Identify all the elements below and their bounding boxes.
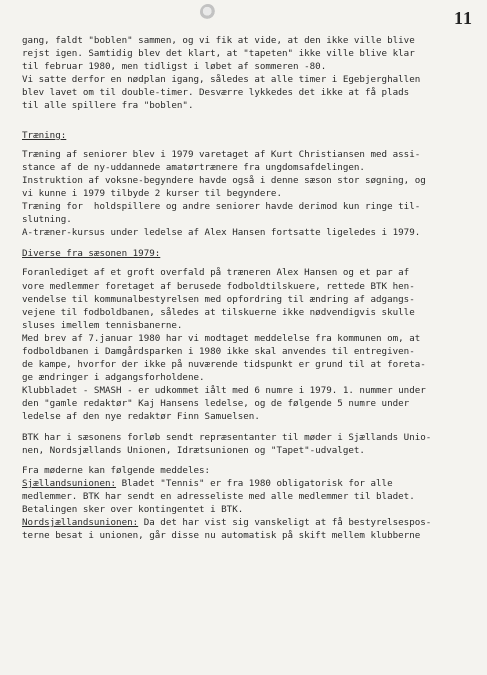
text-line: A-træner-kursus under ledelse af Alex Hansen fortsatte ligeledes i 1979. [22,227,421,239]
unions-section [22,464,472,543]
union-nordsjaelland-line [22,516,472,529]
text-line: vejene til fodboldbanen, således at tilskuerne ikke nødvendigvis skulle [22,306,415,318]
text-line: Træning for holdspillere og andre seniorer havde derimod kun ringe til- [22,201,421,213]
section-heading-misc: Diverse fra sæsonen 1979: [22,248,161,260]
section-heading-training: Træning: [22,129,67,141]
unions-intro: Fra møderne kan følgende meddeles: [22,464,211,476]
text-line: til alle spillere fra "boblen". [22,100,194,112]
text-line: den "gamle redaktør" Kaj Hansens ledelse, og de følgende 5 numre under [22,398,410,410]
misc-paragraph-2 [22,332,472,384]
text-line: vi kunne i 1979 tilbyde 2 kurser til begyndere. [22,187,282,199]
text-line: Betalingen sker over kontingentet i BTK. [22,504,244,515]
text-line: Med brev af 7.januar 1980 har vi modtaget meddelelse fra kommunen om, at [22,332,421,344]
text-line: gang, faldt "boblen" sammen, og vi fik at vide, at den ikke ville blive [22,35,415,46]
training-paragraph [22,148,472,240]
text-line: vore medlemmer foretaget af berusede fodboldtilskuere, rettede BTK hen- [22,280,415,292]
text-line: ledelse af den nye redaktør Finn Samuelsen. [22,411,260,423]
text-line: BTK har i sæsonens forløb sendt repræsentanter til møder i Sjællands Unio- [22,431,432,443]
union-name-sjaelland: Sjællandsunionen: [22,477,117,489]
text-line: fodboldbanen i Damgårdsparken i 1980 ikke skal anvendes til entregiven- [22,345,415,357]
union-name-nordsjaelland: Nordsjællandsunionen: [22,517,139,529]
text-line: Instruktion af voksne-begyndere havde også i denne sæson stor søgning, og [22,174,426,186]
text-line: blev lavet om til double-timer. Desværre lykkedes det ikke at få plads [22,87,410,99]
union-sjaelland-line [22,477,472,490]
misc-paragraph-3 [22,384,472,423]
text-line: de kampe, hvorfor der ikke på nuværende tidspunkt er grund til at foreta- [22,359,426,371]
text-line: slutning. [22,214,72,226]
text-line: Foranlediget af et groft overfald på træneren Alex Hansen og et par af [22,267,410,279]
text-fragment: Da det har vist sig vanskeligt at få bestyrelsespos- [138,517,432,529]
text-line: til februar 1980, men tidligst i løbet af sommeren -80. [22,61,327,73]
text-line: medlemmer. BTK har sendt en adresseliste med alle medlemmer til bladet. [22,490,415,502]
intro-paragraph [22,34,472,113]
text-line: vendelse til kommunalbestyrelsen med opfordring til ændring af adgangs- [22,293,415,305]
document-body [22,34,472,542]
text-line: Klubbladet - SMASH - er udkommet iålt med 6 numre i 1979. 1. nummer under [22,385,426,397]
page-number: 11 [453,8,473,28]
text-line: rejst igen. Samtidig blev det klart, at "tapeten" ikke ville blive klar [22,48,415,60]
punch-hole-mark [200,4,216,20]
text-line: terne besat i unionen, går disse nu automatisk på skift mellem klubberne [22,530,421,542]
text-line: nen, Nordsjællands Unionen, Idrætsunionen og "Tapet"-udvalget. [22,444,365,456]
text-fragment: Bladet "Tennis" er fra 1980 obligatorisk for alle [116,477,393,489]
text-line: Træning af seniorer blev i 1979 varetaget af Kurt Christiansen med assi- [22,148,421,160]
text-line: ge ændringer i adgangsforholdene. [22,372,205,384]
text-line: Vi satte derfor en nødplan igang, således at alle timer i Egebjerghallen [22,74,421,86]
misc-paragraph-4 [22,431,472,457]
text-line: stance af de ny-uddannede amatørtrænere fra ungdomsafdelingen. [22,161,365,173]
text-line: sluses imellem tennisbanerne. [22,319,183,331]
misc-paragraph-1 [22,266,472,331]
